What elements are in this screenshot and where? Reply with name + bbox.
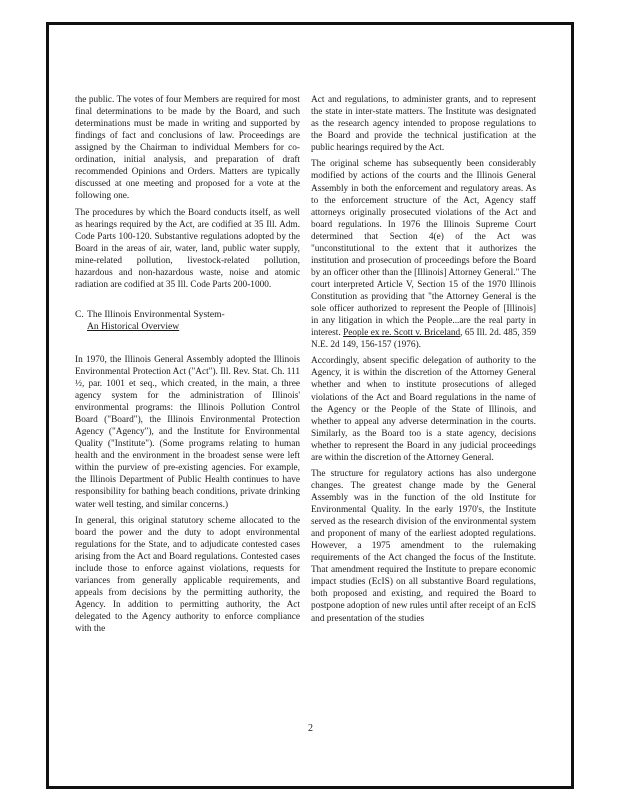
- paragraph: Act and regulations, to administer grants, and to represent the state in inter-state matters. The Institute was designated as the research agency intended to propose regulations to the Board and provide the technical justification at the public hearings required by the Act.: [311, 95, 536, 154]
- paragraph: The procedures by which the Board conducts itself, as well as hearings required by the Act, are codified at 35 Ill. Adm. Code Parts 100-120. Substantive regulations adopted by the Board in the areas of air, water, land, public water supply, mine-related pollution, livestock-related pollution, hazardous and non-hazardous waste, noise and atomic radiation are codified at 35 Ill. Code Parts 200-1000.: [75, 207, 300, 290]
- paragraph: Accordingly, absent specific delegation of authority to the Agency, it is within the discretion of the Attorney General whether and when to institute prosecutions of alleged violations of the Act and Board regulations in the name of the Agency or the People of the State of Illinois, and whether to appeal any adverse determination in the courts. Similarly, as the Board too is a state agency, decisions whether to represent the Board in any judicial proceedings are within the discretion of the Attorney General.: [311, 356, 536, 463]
- paragraph: the public. The votes of four Members are required for most final determinations to be made by the Board, and such determinations must be made in writing and supported by findings of fact and conclusions of law. Proceedings are assigned by the Chairman to individual Members for co-ordination, initial analysis, and preparation of draft recommended Opinions and Orders. Matters are typically discussed at one meeting and proposed for a vote at the following one.: [75, 95, 300, 202]
- case-citation-name: People ex re. Scott v. Briceland: [343, 328, 461, 339]
- paragraph: In general, this original statutory scheme allocated to the board the power and the duty to adopt environmental regulations for the State, and to adjudicate contested cases arising from the Act and Board regulations. Contested cases include those to enforce against violations, requests for variances from generally applicable requirements, and appeals from decisions by the permitting authority, the Agency. In addition to permitting authority, the Act delegated to the Agency authority to enforce compliance with the: [75, 515, 300, 635]
- section-title-line1: The Illinois Environmental System-: [87, 308, 225, 320]
- section-title-line2: An Historical Overview: [87, 321, 180, 333]
- section-heading: [75, 309, 300, 334]
- page-number: 2: [308, 723, 313, 734]
- section-label: C.: [75, 308, 84, 320]
- paragraph: [311, 158, 536, 351]
- paragraph: In 1970, the Illinois General Assembly adopted the Illinois Environmental Protection Act ("Act"). Ill. Rev. Stat. Ch. 111 ½, par. 1001 et seq., which created, in the main, a three agency system for the administration of Illinois' environmental programs: the Illinois Pollution Control Board ("Board"), the Illinois Environmental Protection Agency ("Agency"), and the Institute for Environmental Quality ("Institute"). (Some programs relating to human health and the environment in the broadest sense were left within the purview of pre-existing agencies. For example, the Illinois Department of Public Health continues to have responsibility for bathing beach conditions, private drinking water well testing, and similar concerns.): [75, 354, 300, 510]
- paragraph-text: The original scheme has subsequently been considerably modified by actions of the courts and the Illinois General Assembly in both the enforcement and regulatory areas. As to the enforcement structure of the Act, Agency staff attorneys originally prosecuted violations of the Act and board regulations. In 1976 the Illinois Supreme Court determined that Section 4(e) of the Act was "unconstitutional to the extent that it authorizes the institution and prosecution of proceedings before the Board by an officer other than the [Illinois] Attorney General." The court interpreted Article V, Section 15 of the 1970 Illinois Constitution as providing that "the Attorney General is the sole officer authorized to represent the People of [Illinois] in any litigation in which the People...are the real party in interest.: [311, 159, 536, 339]
- left-column: [75, 94, 300, 639]
- paragraph: The structure for regulatory actions has also undergone changes. The greatest change made by the General Assembly was in the function of the old Institute for Environmental Quality. In the early 1970's, the Institute served as the research division of the environmental system and proponent of many of the earliest adopted regulations. However, a 1975 amendment to the rulemaking requirements of the Act changed the focus of the Institute. That amendment required the Institute to prepare economic impact studies (EcIS) on all substantive Board regulations, both proposed and existing, and required the Board to postpone adoption of new rules until after receipt of an EcIS and presentation of the studies: [311, 468, 536, 624]
- case-citation-reference: , 65 Ill. 2d. 485, 359 N.E. 2d 149, 156-157 (1976).: [311, 328, 536, 351]
- right-column: [311, 94, 536, 629]
